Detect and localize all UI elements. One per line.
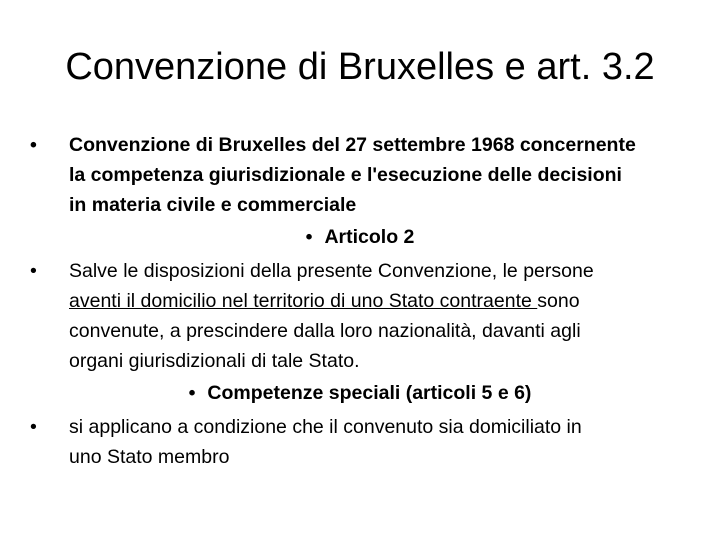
bullet-line [69, 286, 699, 316]
bullet-dot: • [30, 134, 37, 156]
bullet-text [69, 130, 699, 220]
bullet-line: Salve le disposizioni della presente Convenzione, le persone [69, 260, 594, 282]
bullet-line: la competenza giurisdizionale e l'esecuzione delle decisioni [69, 164, 622, 186]
bullet-text [69, 412, 699, 472]
subheading-text: Articolo 2 [324, 226, 415, 248]
bullet-dot: • [188, 382, 196, 404]
bullet-line: si applicano a condizione che il convenuto sia domiciliato in [69, 416, 582, 438]
subheading-text: Competenze speciali (articoli 5 e 6) [207, 382, 532, 404]
subheading-competenze-speciali [0, 378, 720, 408]
underlined-text: aventi il domicilio nel territorio di uno Stato contraente [69, 290, 538, 312]
bullet-dot: • [30, 416, 37, 438]
slide-title: Convenzione di Bruxelles e art. 3.2 [65, 46, 655, 88]
bullet-line: convenute, a prescindere dalla loro nazionalità, davanti agli [69, 320, 581, 342]
subheading-articolo-2 [0, 222, 720, 252]
bullet-line-rest: sono [537, 290, 580, 312]
bullet-line: Convenzione di Bruxelles del 27 settembre 1968 concernente [69, 134, 636, 156]
bullet-line: uno Stato membro [69, 446, 230, 468]
bullet-line: in materia civile e commerciale [69, 194, 357, 216]
bullet-dot: • [305, 226, 313, 248]
bullet-dot: • [30, 260, 37, 282]
bullet-line: organi giurisdizionali di tale Stato. [69, 350, 360, 372]
bullet-text [69, 256, 699, 376]
